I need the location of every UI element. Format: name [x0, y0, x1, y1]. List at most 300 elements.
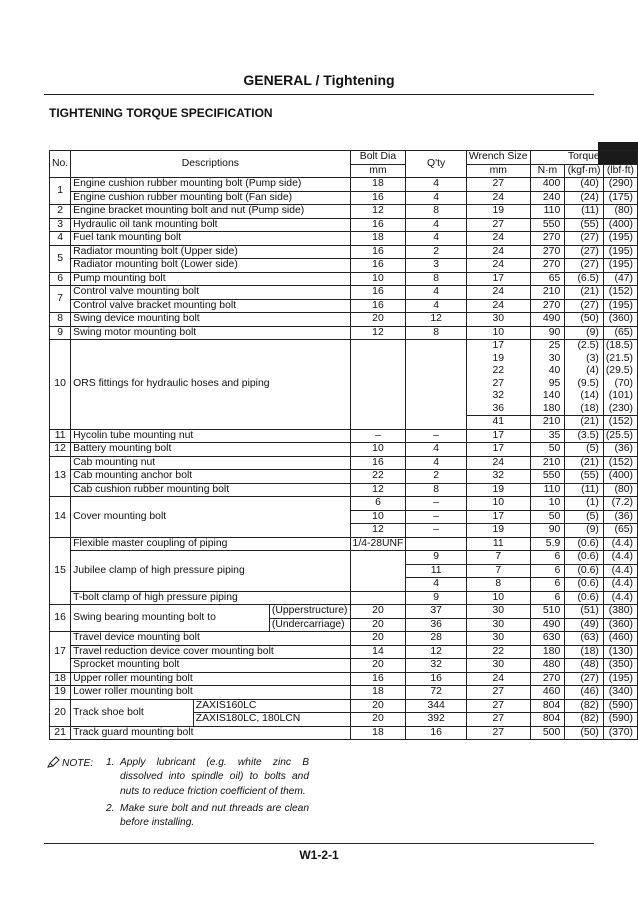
table-row: [50, 551, 638, 565]
torque-lbf-cell: (7.2): [603, 497, 637, 511]
torque-kgf-cell: (50): [565, 313, 604, 327]
qty-cell: 2: [406, 470, 466, 484]
wrench-size-cell: 30: [466, 618, 530, 632]
wrench-size-cell: 17: [466, 510, 530, 524]
torque-nm-cell: 6: [530, 578, 565, 592]
row-number-cell: 4: [50, 232, 71, 246]
bolt-dia-cell: 1/4-28UNF: [350, 537, 406, 551]
wrench-size-cell: 32: [466, 470, 530, 484]
torque-kgf-cell: (21): [565, 416, 604, 430]
qty-cell: 392: [406, 713, 466, 727]
table-row: [50, 443, 638, 457]
torque-lbf-cell: (29.5): [603, 365, 637, 378]
torque-lbf-cell: (130): [603, 645, 637, 659]
footer-divider: [44, 843, 594, 844]
bolt-dia-cell: 12: [350, 483, 406, 497]
sub-description-cell: ZAXIS160LC: [193, 699, 350, 713]
torque-kgf-cell: (82): [565, 699, 604, 713]
qty-cell: 36: [406, 618, 466, 632]
bolt-dia-cell: 20: [350, 713, 406, 727]
description-cell: Cab mounting anchor bolt: [71, 470, 350, 484]
qty-cell: 3: [406, 259, 466, 273]
torque-lbf-cell: (65): [603, 524, 637, 538]
torque-lbf-cell: (360): [603, 618, 637, 632]
row-number-cell: 17: [50, 632, 71, 673]
bolt-dia-cell: 16: [350, 299, 406, 313]
qty-cell: 4: [406, 286, 466, 300]
torque-kgf-cell: (55): [565, 218, 604, 232]
note-label: NOTE:: [62, 758, 94, 769]
header-wrench-size: Wrench Size: [466, 151, 530, 165]
torque-nm-cell: 490: [530, 313, 565, 327]
torque-lbf-cell: (380): [603, 605, 637, 619]
torque-nm-cell: 95: [530, 378, 565, 391]
description-cell: Engine bracket mounting bolt and nut (Pump side): [71, 205, 350, 219]
table-row: [50, 326, 638, 340]
torque-lbf-cell: (360): [603, 313, 637, 327]
bolt-dia-cell: 12: [350, 205, 406, 219]
description-cell: Swing device mounting bolt: [71, 313, 350, 327]
wrench-size-cell: 19: [466, 524, 530, 538]
table-row: [50, 726, 638, 740]
torque-nm-cell: 25: [530, 340, 565, 353]
wrench-size-cell: 22: [466, 365, 530, 378]
torque-lbf-cell: (400): [603, 218, 637, 232]
torque-lbf-cell: (152): [603, 456, 637, 470]
header-torque-nm: N·m: [530, 164, 565, 178]
row-number-cell: 20: [50, 699, 71, 726]
bolt-dia-cell: 20: [350, 659, 406, 673]
torque-lbf-cell: (80): [603, 483, 637, 497]
bolt-dia-cell: 20: [350, 313, 406, 327]
torque-lbf-cell: (4.4): [603, 578, 637, 592]
row-number-cell: 9: [50, 326, 71, 340]
wrench-size-cell: 17: [466, 272, 530, 286]
bolt-dia-cell: 16: [350, 672, 406, 686]
wrench-size-cell: 22: [466, 645, 530, 659]
bolt-dia-cell: 18: [350, 686, 406, 700]
header-torque-lbf: (lbf·ft): [603, 164, 637, 178]
table-row: [50, 699, 638, 713]
header-descriptions: Descriptions: [71, 151, 350, 178]
row-number-cell: 7: [50, 286, 71, 313]
wrench-size-cell: 30: [466, 605, 530, 619]
torque-kgf-cell: (49): [565, 618, 604, 632]
row-number-cell: 19: [50, 686, 71, 700]
torque-nm-cell: 180: [530, 645, 565, 659]
wrench-size-cell: 24: [466, 259, 530, 273]
torque-kgf-cell: (46): [565, 686, 604, 700]
torque-kgf-cell: (50): [565, 726, 604, 740]
qty-cell: 9: [406, 591, 466, 605]
torque-kgf-cell: (5): [565, 443, 604, 457]
torque-nm-cell: 90: [530, 524, 565, 538]
header-wrench-unit: mm: [466, 164, 530, 178]
torque-kgf-cell: (27): [565, 299, 604, 313]
row-number-cell: 12: [50, 443, 71, 457]
torque-nm-cell: 110: [530, 483, 565, 497]
bolt-dia-cell: [350, 591, 406, 605]
torque-lbf-cell: (36): [603, 443, 637, 457]
torque-lbf-cell: (70): [603, 378, 637, 391]
qty-cell: [406, 537, 466, 551]
header-divider: [44, 94, 594, 95]
torque-kgf-cell: (4): [565, 365, 604, 378]
row-number-cell: 11: [50, 429, 71, 443]
torque-kgf-cell: (0.6): [565, 537, 604, 551]
qty-cell: 4: [406, 578, 466, 592]
qty-cell: 12: [406, 313, 466, 327]
qty-cell: 72: [406, 686, 466, 700]
qty-cell: 4: [406, 299, 466, 313]
torque-kgf-cell: (9): [565, 326, 604, 340]
table-row: [50, 686, 638, 700]
torque-nm-cell: 90: [530, 326, 565, 340]
table-row: [50, 672, 638, 686]
torque-lbf-cell: (80): [603, 205, 637, 219]
wrench-size-cell: 27: [466, 726, 530, 740]
torque-kgf-cell: (0.6): [565, 578, 604, 592]
torque-lbf-cell: (195): [603, 232, 637, 246]
torque-nm-cell: 210: [530, 456, 565, 470]
description-cell: Cab cushion rubber mounting bolt: [71, 483, 350, 497]
table-row: [50, 605, 638, 619]
wrench-size-cell: 27: [466, 378, 530, 391]
torque-lbf-cell: (101): [603, 390, 637, 403]
wrench-size-cell: 10: [466, 591, 530, 605]
header-bolt-dia: Bolt Dia: [350, 151, 406, 165]
torque-kgf-cell: (11): [565, 483, 604, 497]
table-row: [50, 286, 638, 300]
torque-nm-cell: 30: [530, 353, 565, 366]
torque-kgf-cell: (11): [565, 205, 604, 219]
qty-cell: –: [406, 510, 466, 524]
torque-nm-cell: 550: [530, 470, 565, 484]
header-bolt-dia-unit: mm: [350, 164, 406, 178]
torque-nm-cell: 630: [530, 632, 565, 646]
qty-cell: 28: [406, 632, 466, 646]
torque-nm-cell: 270: [530, 259, 565, 273]
row-number-cell: 5: [50, 245, 71, 272]
qty-cell: [406, 340, 466, 430]
wrench-size-cell: 27: [466, 713, 530, 727]
description-cell: Travel reduction device cover mounting bolt: [71, 645, 350, 659]
torque-lbf-cell: (460): [603, 632, 637, 646]
sub-description-cell: ZAXIS180LC, 180LCN: [193, 713, 350, 727]
torque-lbf-cell: (195): [603, 259, 637, 273]
torque-kgf-cell: (18): [565, 645, 604, 659]
torque-lbf-cell: (400): [603, 470, 637, 484]
description-cell: Pump mounting bolt: [71, 272, 350, 286]
torque-kgf-cell: (51): [565, 605, 604, 619]
torque-kgf-cell: (0.6): [565, 564, 604, 578]
wrench-size-cell: 24: [466, 672, 530, 686]
description-cell: Sprocket mounting bolt: [71, 659, 350, 673]
description-cell: Jubilee clamp of high pressure piping: [71, 551, 350, 592]
header-torque-kgf: (kgf·m): [565, 164, 604, 178]
torque-nm-cell: 210: [530, 416, 565, 430]
table-row: [50, 191, 638, 205]
bolt-dia-cell: 18: [350, 232, 406, 246]
description-cell: Cab mounting nut: [71, 456, 350, 470]
torque-kgf-cell: (48): [565, 659, 604, 673]
row-number-cell: 3: [50, 218, 71, 232]
table-row: [50, 659, 638, 673]
wrench-size-cell: 10: [466, 497, 530, 511]
bolt-dia-cell: 16: [350, 456, 406, 470]
bolt-dia-cell: 20: [350, 605, 406, 619]
torque-kgf-cell: (21): [565, 456, 604, 470]
torque-kgf-cell: (0.6): [565, 551, 604, 565]
torque-lbf-cell: (36): [603, 510, 637, 524]
qty-cell: 4: [406, 232, 466, 246]
torque-nm-cell: 140: [530, 390, 565, 403]
torque-kgf-cell: (5): [565, 510, 604, 524]
table-row: [50, 205, 638, 219]
description-cell: Track shoe bolt: [71, 699, 194, 726]
torque-lbf-cell: (4.4): [603, 564, 637, 578]
torque-kgf-cell: (24): [565, 191, 604, 205]
qty-cell: 2: [406, 245, 466, 259]
torque-nm-cell: 480: [530, 659, 565, 673]
torque-kgf-cell: (27): [565, 232, 604, 246]
header-no: No.: [50, 151, 71, 178]
wrench-size-cell: 24: [466, 245, 530, 259]
table-row: [50, 272, 638, 286]
torque-lbf-cell: (370): [603, 726, 637, 740]
table-row: [50, 483, 638, 497]
torque-lbf-cell: (350): [603, 659, 637, 673]
qty-cell: 4: [406, 218, 466, 232]
table-row: [50, 645, 638, 659]
row-number-cell: 6: [50, 272, 71, 286]
torque-lbf-cell: (195): [603, 245, 637, 259]
torque-lbf-cell: (4.4): [603, 591, 637, 605]
torque-nm-cell: 6: [530, 564, 565, 578]
description-cell: Hycolin tube mounting nut: [71, 429, 350, 443]
bolt-dia-cell: 16: [350, 286, 406, 300]
note-item-text: Make sure bolt and nut threads are clean before installing.: [120, 802, 309, 829]
table-row: [50, 537, 638, 551]
description-cell: Cover mounting bolt: [71, 497, 350, 538]
note-item-number: 2.: [106, 802, 115, 814]
description-cell: Engine cushion rubber mounting bolt (Fan side): [71, 191, 350, 205]
torque-nm-cell: 400: [530, 178, 565, 192]
torque-nm-cell: 804: [530, 713, 565, 727]
wrench-size-cell: 7: [466, 551, 530, 565]
wrench-size-cell: 27: [466, 686, 530, 700]
torque-nm-cell: 240: [530, 191, 565, 205]
torque-nm-cell: 65: [530, 272, 565, 286]
table-row: [50, 299, 638, 313]
table-row: [50, 340, 638, 353]
torque-kgf-cell: (18): [565, 403, 604, 416]
torque-nm-cell: 460: [530, 686, 565, 700]
description-cell: Battery mounting bolt: [71, 443, 350, 457]
description-cell: Track guard mounting bolt: [71, 726, 350, 740]
torque-kgf-cell: (9): [565, 524, 604, 538]
wrench-size-cell: 10: [466, 326, 530, 340]
row-number-cell: 15: [50, 537, 71, 605]
torque-nm-cell: 210: [530, 286, 565, 300]
table-row: [50, 591, 638, 605]
qty-cell: 4: [406, 178, 466, 192]
row-number-cell: 16: [50, 605, 71, 632]
bolt-dia-cell: 6: [350, 497, 406, 511]
wrench-size-cell: 19: [466, 205, 530, 219]
wrench-size-cell: 17: [466, 443, 530, 457]
bolt-dia-cell: [350, 551, 406, 592]
torque-nm-cell: 5.9: [530, 537, 565, 551]
bolt-dia-cell: 18: [350, 178, 406, 192]
torque-lbf-cell: (4.4): [603, 551, 637, 565]
description-cell: ORS fittings for hydraulic hoses and piping: [71, 340, 350, 430]
wrench-size-cell: 30: [466, 632, 530, 646]
table-row: [50, 218, 638, 232]
qty-cell: –: [406, 497, 466, 511]
torque-lbf-cell: (152): [603, 286, 637, 300]
torque-nm-cell: 40: [530, 365, 565, 378]
bolt-dia-cell: –: [350, 429, 406, 443]
wrench-size-cell: 24: [466, 456, 530, 470]
torque-lbf-cell: (590): [603, 713, 637, 727]
description-cell: Flexible master coupling of piping: [71, 537, 350, 551]
wrench-size-cell: 19: [466, 353, 530, 366]
row-number-cell: 14: [50, 497, 71, 538]
torque-nm-cell: 50: [530, 510, 565, 524]
table-row: [50, 456, 638, 470]
description-cell: Radiator mounting bolt (Lower side): [71, 259, 350, 273]
bolt-dia-cell: [350, 340, 406, 430]
row-number-cell: 18: [50, 672, 71, 686]
description-cell: Travel device mounting bolt: [71, 632, 350, 646]
wrench-size-cell: 11: [466, 537, 530, 551]
table-row: [50, 470, 638, 484]
description-cell: Control valve bracket mounting bolt: [71, 299, 350, 313]
wrench-size-cell: 17: [466, 340, 530, 353]
qty-cell: 37: [406, 605, 466, 619]
row-number-cell: 2: [50, 205, 71, 219]
bolt-dia-cell: 12: [350, 524, 406, 538]
note-pencil-icon: [47, 756, 60, 768]
torque-kgf-cell: (3): [565, 353, 604, 366]
torque-nm-cell: 35: [530, 429, 565, 443]
torque-lbf-cell: (230): [603, 403, 637, 416]
bolt-dia-cell: 14: [350, 645, 406, 659]
table-row: [50, 632, 638, 646]
torque-lbf-cell: (21.5): [603, 353, 637, 366]
torque-nm-cell: 10: [530, 497, 565, 511]
qty-cell: 32: [406, 659, 466, 673]
wrench-size-cell: 41: [466, 416, 530, 430]
torque-nm-cell: 270: [530, 672, 565, 686]
torque-kgf-cell: (27): [565, 245, 604, 259]
torque-lbf-cell: (290): [603, 178, 637, 192]
table-row: [50, 429, 638, 443]
note: [47, 756, 309, 830]
qty-cell: 344: [406, 699, 466, 713]
description-cell: Control valve mounting bolt: [71, 286, 350, 300]
description-cell: T-bolt clamp of high pressure piping: [71, 591, 350, 605]
bolt-dia-cell: 16: [350, 259, 406, 273]
qty-cell: 4: [406, 443, 466, 457]
wrench-size-cell: 24: [466, 232, 530, 246]
qty-cell: –: [406, 429, 466, 443]
table-row: [50, 245, 638, 259]
wrench-size-cell: 30: [466, 659, 530, 673]
sub-description-cell: (Undercarriage): [269, 618, 350, 632]
bolt-dia-cell: 16: [350, 245, 406, 259]
torque-kgf-cell: (21): [565, 286, 604, 300]
torque-lbf-cell: (25.5): [603, 429, 637, 443]
wrench-size-cell: 24: [466, 299, 530, 313]
qty-cell: 11: [406, 564, 466, 578]
torque-kgf-cell: (6.5): [565, 272, 604, 286]
torque-kgf-cell: (0.6): [565, 591, 604, 605]
bolt-dia-cell: 18: [350, 726, 406, 740]
torque-kgf-cell: (1): [565, 497, 604, 511]
header-qty: Q'ty: [406, 151, 466, 178]
torque-lbf-cell: (590): [603, 699, 637, 713]
torque-nm-cell: 500: [530, 726, 565, 740]
sub-description-cell: (Upperstructure): [269, 605, 350, 619]
torque-lbf-cell: (65): [603, 326, 637, 340]
wrench-size-cell: 30: [466, 313, 530, 327]
torque-nm-cell: 804: [530, 699, 565, 713]
torque-lbf-cell: (152): [603, 416, 637, 430]
wrench-size-cell: 7: [466, 564, 530, 578]
torque-nm-cell: 50: [530, 443, 565, 457]
torque-lbf-cell: (340): [603, 686, 637, 700]
wrench-size-cell: 17: [466, 429, 530, 443]
torque-lbf-cell: (47): [603, 272, 637, 286]
torque-kgf-cell: (82): [565, 713, 604, 727]
qty-cell: 16: [406, 726, 466, 740]
description-cell: Swing bearing mounting bolt to: [71, 605, 270, 632]
torque-nm-cell: 490: [530, 618, 565, 632]
wrench-size-cell: 19: [466, 483, 530, 497]
torque-nm-cell: 270: [530, 245, 565, 259]
wrench-size-cell: 27: [466, 699, 530, 713]
description-cell: Engine cushion rubber mounting bolt (Pump side): [71, 178, 350, 192]
torque-lbf-cell: (195): [603, 299, 637, 313]
bolt-dia-cell: 10: [350, 510, 406, 524]
qty-cell: 8: [406, 272, 466, 286]
description-cell: Radiator mounting bolt (Upper side): [71, 245, 350, 259]
qty-cell: 8: [406, 326, 466, 340]
note-item-number: 1.: [106, 757, 115, 768]
torque-nm-cell: 180: [530, 403, 565, 416]
torque-nm-cell: 510: [530, 605, 565, 619]
description-cell: Swing motor mounting bolt: [71, 326, 350, 340]
bolt-dia-cell: 20: [350, 618, 406, 632]
row-number-cell: 8: [50, 313, 71, 327]
torque-kgf-cell: (2.5): [565, 340, 604, 353]
table-row: [50, 313, 638, 327]
qty-cell: 4: [406, 456, 466, 470]
table-row: [50, 259, 638, 273]
qty-cell: 12: [406, 645, 466, 659]
wrench-size-cell: 24: [466, 191, 530, 205]
torque-kgf-cell: (27): [565, 259, 604, 273]
torque-nm-cell: 6: [530, 551, 565, 565]
note-item-text: Apply lubricant (e.g. white zinc B dissolved into spindle oil) to bolts and nuts to reduce friction coefficient of them.: [120, 757, 309, 797]
torque-nm-cell: 270: [530, 232, 565, 246]
wrench-size-cell: 32: [466, 390, 530, 403]
table-row: [50, 178, 638, 192]
torque-nm-cell: 110: [530, 205, 565, 219]
qty-cell: 9: [406, 551, 466, 565]
